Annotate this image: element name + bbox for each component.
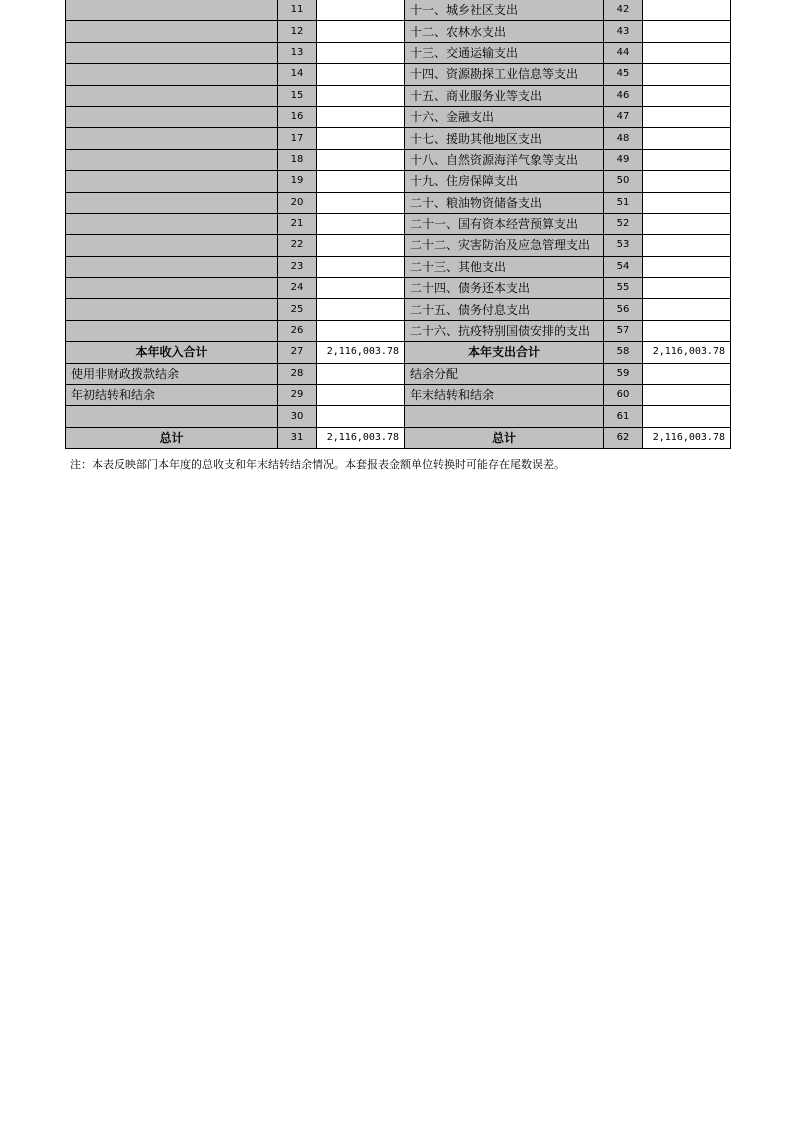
table-row: [66, 149, 731, 170]
expense-line-number: 46: [604, 85, 643, 106]
income-item-cell: 使用非财政拨款结余: [66, 363, 278, 384]
table-row: [66, 256, 731, 277]
expense-amount-cell: [643, 64, 731, 85]
expense-item-cell: 二十一、国有资本经营预算支出: [405, 213, 604, 234]
income-line-number: 28: [278, 363, 317, 384]
expense-item-cell: 十四、资源勘探工业信息等支出: [405, 64, 604, 85]
expense-item-cell: 结余分配: [405, 363, 604, 384]
table-row: [66, 64, 731, 85]
expense-line-number: 47: [604, 106, 643, 127]
income-line-number: 30: [278, 406, 317, 427]
expense-amount-cell: 2,116,003.78: [643, 342, 731, 363]
income-line-number: 17: [278, 128, 317, 149]
income-amount-cell: [317, 106, 405, 127]
expense-item-cell: 十一、城乡社区支出: [405, 0, 604, 21]
income-amount-cell: [317, 42, 405, 63]
table-row: [66, 385, 731, 406]
income-amount-cell: [317, 256, 405, 277]
income-amount-cell: [317, 213, 405, 234]
income-line-number: 13: [278, 42, 317, 63]
income-amount-cell: [317, 192, 405, 213]
income-item-cell: [66, 64, 278, 85]
expense-amount-cell: [643, 42, 731, 63]
expense-item-cell: 总计: [405, 427, 604, 448]
table-row: [66, 342, 731, 363]
expense-line-number: 54: [604, 256, 643, 277]
expense-item-cell: [405, 406, 604, 427]
income-item-cell: [66, 0, 278, 21]
expense-line-number: 49: [604, 149, 643, 170]
income-line-number: 29: [278, 385, 317, 406]
income-item-cell: [66, 42, 278, 63]
expense-line-number: 50: [604, 171, 643, 192]
expense-amount-cell: [643, 21, 731, 42]
income-item-cell: [66, 256, 278, 277]
income-item-cell: 年初结转和结余: [66, 385, 278, 406]
income-amount-cell: [317, 149, 405, 170]
income-amount-cell: [317, 406, 405, 427]
expense-line-number: 42: [604, 0, 643, 21]
expense-item-cell: 二十四、债务还本支出: [405, 278, 604, 299]
income-line-number: 22: [278, 235, 317, 256]
income-line-number: 25: [278, 299, 317, 320]
table-row: [66, 0, 731, 21]
income-amount-cell: [317, 363, 405, 384]
income-amount-cell: [317, 21, 405, 42]
expense-line-number: 58: [604, 342, 643, 363]
expense-line-number: 52: [604, 213, 643, 234]
table-row: [66, 320, 731, 341]
expense-line-number: 43: [604, 21, 643, 42]
expense-line-number: 51: [604, 192, 643, 213]
income-amount-cell: [317, 85, 405, 106]
expense-item-cell: 本年支出合计: [405, 342, 604, 363]
income-item-cell: [66, 21, 278, 42]
expense-amount-cell: [643, 235, 731, 256]
expense-amount-cell: 2,116,003.78: [643, 427, 731, 448]
income-amount-cell: [317, 0, 405, 21]
expense-item-cell: 十八、自然资源海洋气象等支出: [405, 149, 604, 170]
table-row: [66, 85, 731, 106]
expense-item-cell: 十九、住房保障支出: [405, 171, 604, 192]
expense-line-number: 44: [604, 42, 643, 63]
table-row: [66, 406, 731, 427]
expense-line-number: 62: [604, 427, 643, 448]
income-item-cell: 总计: [66, 427, 278, 448]
table-row: [66, 21, 731, 42]
income-item-cell: [66, 171, 278, 192]
table-row: [66, 363, 731, 384]
expense-item-cell: 二十五、债务付息支出: [405, 299, 604, 320]
table-row: [66, 427, 731, 448]
income-item-cell: [66, 320, 278, 341]
income-item-cell: [66, 299, 278, 320]
income-item-cell: 本年收入合计: [66, 342, 278, 363]
income-amount-cell: [317, 385, 405, 406]
income-item-cell: [66, 149, 278, 170]
expense-amount-cell: [643, 363, 731, 384]
table-row: [66, 213, 731, 234]
expense-amount-cell: [643, 128, 731, 149]
expense-amount-cell: [643, 171, 731, 192]
expense-item-cell: 二十六、抗疫特别国债安排的支出: [405, 320, 604, 341]
income-line-number: 12: [278, 21, 317, 42]
expense-line-number: 56: [604, 299, 643, 320]
expense-amount-cell: [643, 278, 731, 299]
expense-line-number: 45: [604, 64, 643, 85]
table-row: [66, 235, 731, 256]
expense-line-number: 61: [604, 406, 643, 427]
expense-item-cell: 二十三、其他支出: [405, 256, 604, 277]
income-item-cell: [66, 406, 278, 427]
table-row: [66, 192, 731, 213]
income-item-cell: [66, 278, 278, 299]
income-item-cell: [66, 128, 278, 149]
income-item-cell: [66, 85, 278, 106]
expense-amount-cell: [643, 149, 731, 170]
table-row: [66, 299, 731, 320]
expense-item-cell: 十二、农林水支出: [405, 21, 604, 42]
expense-item-cell: 年末结转和结余: [405, 385, 604, 406]
income-line-number: 31: [278, 427, 317, 448]
income-amount-cell: [317, 299, 405, 320]
expense-amount-cell: [643, 406, 731, 427]
expense-line-number: 59: [604, 363, 643, 384]
income-line-number: 19: [278, 171, 317, 192]
income-expenditure-table: [65, 0, 731, 449]
expense-line-number: 53: [604, 235, 643, 256]
income-line-number: 14: [278, 64, 317, 85]
income-amount-cell: 2,116,003.78: [317, 342, 405, 363]
expense-amount-cell: [643, 106, 731, 127]
table-body: [66, 0, 731, 449]
income-item-cell: [66, 106, 278, 127]
table-row: [66, 128, 731, 149]
expense-amount-cell: [643, 385, 731, 406]
expense-line-number: 55: [604, 278, 643, 299]
income-amount-cell: [317, 320, 405, 341]
expense-line-number: 57: [604, 320, 643, 341]
income-line-number: 21: [278, 213, 317, 234]
income-line-number: 11: [278, 0, 317, 21]
expense-item-cell: 十七、援助其他地区支出: [405, 128, 604, 149]
income-line-number: 18: [278, 149, 317, 170]
income-line-number: 20: [278, 192, 317, 213]
income-item-cell: [66, 192, 278, 213]
income-amount-cell: [317, 128, 405, 149]
income-line-number: 24: [278, 278, 317, 299]
expense-item-cell: 二十、粮油物资储备支出: [405, 192, 604, 213]
table-row: [66, 278, 731, 299]
expense-item-cell: 二十二、灾害防治及应急管理支出: [405, 235, 604, 256]
expense-amount-cell: [643, 256, 731, 277]
income-amount-cell: [317, 171, 405, 192]
expense-amount-cell: [643, 320, 731, 341]
table-footnote: 注：本表反映部门本年度的总收支和年末结转结余情况。本套报表金额单位转换时可能存在尾数误差。: [70, 458, 565, 471]
income-amount-cell: 2,116,003.78: [317, 427, 405, 448]
income-line-number: 26: [278, 320, 317, 341]
income-amount-cell: [317, 278, 405, 299]
income-item-cell: [66, 213, 278, 234]
income-line-number: 15: [278, 85, 317, 106]
table-row: [66, 106, 731, 127]
expense-amount-cell: [643, 0, 731, 21]
expense-item-cell: 十三、交通运输支出: [405, 42, 604, 63]
expense-item-cell: 十五、商业服务业等支出: [405, 85, 604, 106]
expense-amount-cell: [643, 299, 731, 320]
expense-amount-cell: [643, 85, 731, 106]
expense-line-number: 60: [604, 385, 643, 406]
income-amount-cell: [317, 235, 405, 256]
expense-amount-cell: [643, 213, 731, 234]
income-line-number: 16: [278, 106, 317, 127]
income-item-cell: [66, 235, 278, 256]
expense-item-cell: 十六、金融支出: [405, 106, 604, 127]
expense-line-number: 48: [604, 128, 643, 149]
income-line-number: 23: [278, 256, 317, 277]
expense-amount-cell: [643, 192, 731, 213]
table-row: [66, 42, 731, 63]
income-line-number: 27: [278, 342, 317, 363]
income-amount-cell: [317, 64, 405, 85]
table-row: [66, 171, 731, 192]
